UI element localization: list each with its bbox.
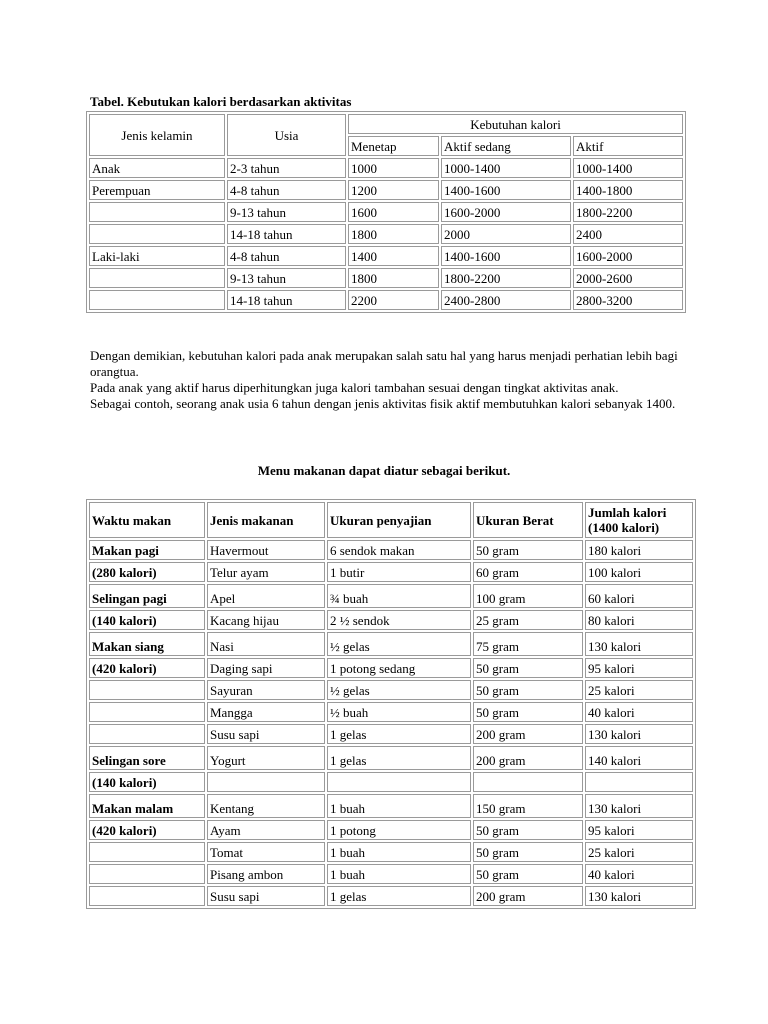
cell-menetap: 2200 (348, 290, 439, 310)
cell-ukuran: ½ buah (327, 702, 471, 722)
header-kebutuhan-kalori: Kebutuhan kalori (348, 114, 683, 134)
header-waktu-makan: Waktu makan (89, 502, 205, 538)
cell-usia: 9-13 tahun (227, 268, 346, 288)
cell-kalori: 130 kalori (585, 886, 693, 906)
header-aktif-sedang: Aktif sedang (441, 136, 571, 156)
cell-ukuran: ½ gelas (327, 632, 471, 656)
table-row (89, 680, 693, 700)
cell-ukuran: 1 potong sedang (327, 658, 471, 678)
cell-waktu (89, 842, 205, 862)
cell-waktu (89, 702, 205, 722)
cell-waktu: Selingan pagi (89, 584, 205, 608)
cell-kalori: 180 kalori (585, 540, 693, 560)
table-row (89, 584, 693, 608)
table-row (89, 772, 693, 792)
cell-jenis: Perempuan (89, 180, 225, 200)
cell-jenis (89, 268, 225, 288)
cell-waktu: (140 kalori) (89, 772, 205, 792)
paragraph: Pada anak yang aktif harus diperhitungkan juga kalori tambahan sesuai dengan tingkat aktivitas anak. (90, 380, 619, 395)
table-row (89, 794, 693, 818)
header-jenis-makanan: Jenis makanan (207, 502, 325, 538)
table2-title: Menu makanan dapat diatur sebagai berikut. (257, 463, 511, 478)
cell-jenis (89, 202, 225, 222)
cell-berat: 50 gram (473, 820, 583, 840)
calorie-needs-table (86, 111, 686, 313)
table-row (89, 886, 693, 906)
table-row (89, 224, 683, 244)
cell-jenis: Mangga (207, 702, 325, 722)
cell-kalori (585, 772, 693, 792)
cell-jenis: Kentang (207, 794, 325, 818)
cell-jenis: Tomat (207, 842, 325, 862)
cell-kalori: 130 kalori (585, 632, 693, 656)
table-row (89, 658, 693, 678)
table-row (89, 610, 693, 630)
cell-kalori: 100 kalori (585, 562, 693, 582)
cell-usia: 4-8 tahun (227, 246, 346, 266)
cell-jenis: Ayam (207, 820, 325, 840)
cell-jenis (207, 772, 325, 792)
cell-kalori: 140 kalori (585, 746, 693, 770)
header-jumlah-kalori (585, 502, 693, 538)
table-header-row (89, 502, 693, 538)
cell-aktif-sedang: 1000-1400 (441, 158, 571, 178)
cell-berat: 50 gram (473, 702, 583, 722)
cell-jenis: Daging sapi (207, 658, 325, 678)
cell-berat: 200 gram (473, 746, 583, 770)
cell-menetap: 1200 (348, 180, 439, 200)
cell-menetap: 1000 (348, 158, 439, 178)
cell-aktif: 1600-2000 (573, 246, 683, 266)
cell-berat: 50 gram (473, 540, 583, 560)
cell-jenis: Yogurt (207, 746, 325, 770)
cell-jenis: Susu sapi (207, 886, 325, 906)
cell-ukuran: ½ gelas (327, 680, 471, 700)
table-row (89, 864, 693, 884)
table-row (89, 268, 683, 288)
cell-kalori: 25 kalori (585, 842, 693, 862)
cell-menetap: 1800 (348, 268, 439, 288)
cell-berat: 150 gram (473, 794, 583, 818)
table1-title: Tabel. Kebutukan kalori berdasarkan aktivitas (90, 94, 352, 109)
cell-menetap: 1800 (348, 224, 439, 244)
cell-aktif: 1400-1800 (573, 180, 683, 200)
cell-kalori: 80 kalori (585, 610, 693, 630)
cell-ukuran: 1 buah (327, 864, 471, 884)
cell-aktif-sedang: 1400-1600 (441, 246, 571, 266)
cell-kalori: 95 kalori (585, 820, 693, 840)
table-row (89, 702, 693, 722)
cell-usia: 2-3 tahun (227, 158, 346, 178)
cell-aktif: 2000-2600 (573, 268, 683, 288)
cell-jenis: Laki-laki (89, 246, 225, 266)
cell-kalori: 60 kalori (585, 584, 693, 608)
cell-ukuran: 1 buah (327, 842, 471, 862)
cell-waktu (89, 886, 205, 906)
cell-usia: 14-18 tahun (227, 224, 346, 244)
cell-aktif-sedang: 2400-2800 (441, 290, 571, 310)
header-jenis-kelamin: Jenis kelamin (89, 114, 225, 156)
cell-ukuran: ¾ buah (327, 584, 471, 608)
cell-menetap: 1600 (348, 202, 439, 222)
cell-ukuran: 1 buah (327, 794, 471, 818)
cell-berat: 100 gram (473, 584, 583, 608)
header-usia: Usia (227, 114, 346, 156)
cell-berat: 75 gram (473, 632, 583, 656)
cell-aktif-sedang: 1800-2200 (441, 268, 571, 288)
table-row (89, 290, 683, 310)
header-jumlah-kalori-line1: Jumlah kalori (588, 505, 667, 520)
cell-menetap: 1400 (348, 246, 439, 266)
cell-kalori: 130 kalori (585, 724, 693, 744)
cell-ukuran: 1 gelas (327, 724, 471, 744)
cell-jenis (89, 224, 225, 244)
header-ukuran-berat: Ukuran Berat (473, 502, 583, 538)
cell-ukuran: 1 gelas (327, 746, 471, 770)
cell-jenis: Susu sapi (207, 724, 325, 744)
cell-aktif: 2400 (573, 224, 683, 244)
table-row (89, 158, 683, 178)
header-aktif: Aktif (573, 136, 683, 156)
table-row (89, 180, 683, 200)
cell-berat: 50 gram (473, 864, 583, 884)
cell-aktif: 1000-1400 (573, 158, 683, 178)
body-text (90, 348, 690, 412)
cell-waktu: Makan siang (89, 632, 205, 656)
cell-berat (473, 772, 583, 792)
cell-jenis: Sayuran (207, 680, 325, 700)
cell-ukuran: 6 sendok makan (327, 540, 471, 560)
table-row (89, 746, 693, 770)
table-row (89, 562, 693, 582)
cell-berat: 200 gram (473, 724, 583, 744)
cell-aktif-sedang: 1400-1600 (441, 180, 571, 200)
cell-jenis: Pisang ambon (207, 864, 325, 884)
cell-berat: 50 gram (473, 658, 583, 678)
cell-waktu (89, 864, 205, 884)
meal-menu-table (86, 499, 696, 909)
cell-jenis: Anak (89, 158, 225, 178)
cell-ukuran: 1 gelas (327, 886, 471, 906)
cell-jenis (89, 290, 225, 310)
cell-waktu: Makan pagi (89, 540, 205, 560)
cell-usia: 4-8 tahun (227, 180, 346, 200)
table-row (89, 540, 693, 560)
cell-waktu: Selingan sore (89, 746, 205, 770)
table-row (89, 820, 693, 840)
cell-usia: 9-13 tahun (227, 202, 346, 222)
header-ukuran-penyajian: Ukuran penyajian (327, 502, 471, 538)
cell-jenis: Kacang hijau (207, 610, 325, 630)
table-row (89, 842, 693, 862)
cell-berat: 60 gram (473, 562, 583, 582)
table-row (89, 724, 693, 744)
cell-aktif: 1800-2200 (573, 202, 683, 222)
cell-ukuran: 2 ½ sendok (327, 610, 471, 630)
cell-aktif: 2800-3200 (573, 290, 683, 310)
cell-waktu: Makan malam (89, 794, 205, 818)
cell-jenis: Nasi (207, 632, 325, 656)
cell-waktu (89, 680, 205, 700)
table-header-row (89, 114, 683, 134)
cell-aktif-sedang: 2000 (441, 224, 571, 244)
cell-kalori: 25 kalori (585, 680, 693, 700)
cell-waktu (89, 724, 205, 744)
cell-kalori: 130 kalori (585, 794, 693, 818)
cell-berat: 50 gram (473, 680, 583, 700)
table-row (89, 246, 683, 266)
cell-waktu: (140 kalori) (89, 610, 205, 630)
cell-aktif-sedang: 1600-2000 (441, 202, 571, 222)
table-row (89, 632, 693, 656)
cell-kalori: 95 kalori (585, 658, 693, 678)
cell-jenis: Telur ayam (207, 562, 325, 582)
paragraph: Sebagai contoh, seorang anak usia 6 tahun dengan jenis aktivitas fisik aktif membutuhkan kalori sebanyak 1400. (90, 396, 676, 411)
cell-berat: 50 gram (473, 842, 583, 862)
cell-ukuran: 1 potong (327, 820, 471, 840)
cell-ukuran: 1 butir (327, 562, 471, 582)
cell-jenis: Havermout (207, 540, 325, 560)
paragraph: Dengan demikian, kebutuhan kalori pada anak merupakan salah satu hal yang harus menjadi perhatian lebih bagi orangtua. (90, 348, 678, 379)
cell-waktu: (420 kalori) (89, 658, 205, 678)
header-menetap: Menetap (348, 136, 439, 156)
cell-kalori: 40 kalori (585, 864, 693, 884)
cell-kalori: 40 kalori (585, 702, 693, 722)
cell-waktu: (420 kalori) (89, 820, 205, 840)
cell-berat: 25 gram (473, 610, 583, 630)
cell-usia: 14-18 tahun (227, 290, 346, 310)
table-row (89, 202, 683, 222)
cell-jenis: Apel (207, 584, 325, 608)
cell-waktu: (280 kalori) (89, 562, 205, 582)
cell-ukuran (327, 772, 471, 792)
header-jumlah-kalori-line2: (1400 kalori) (588, 520, 660, 535)
cell-berat: 200 gram (473, 886, 583, 906)
